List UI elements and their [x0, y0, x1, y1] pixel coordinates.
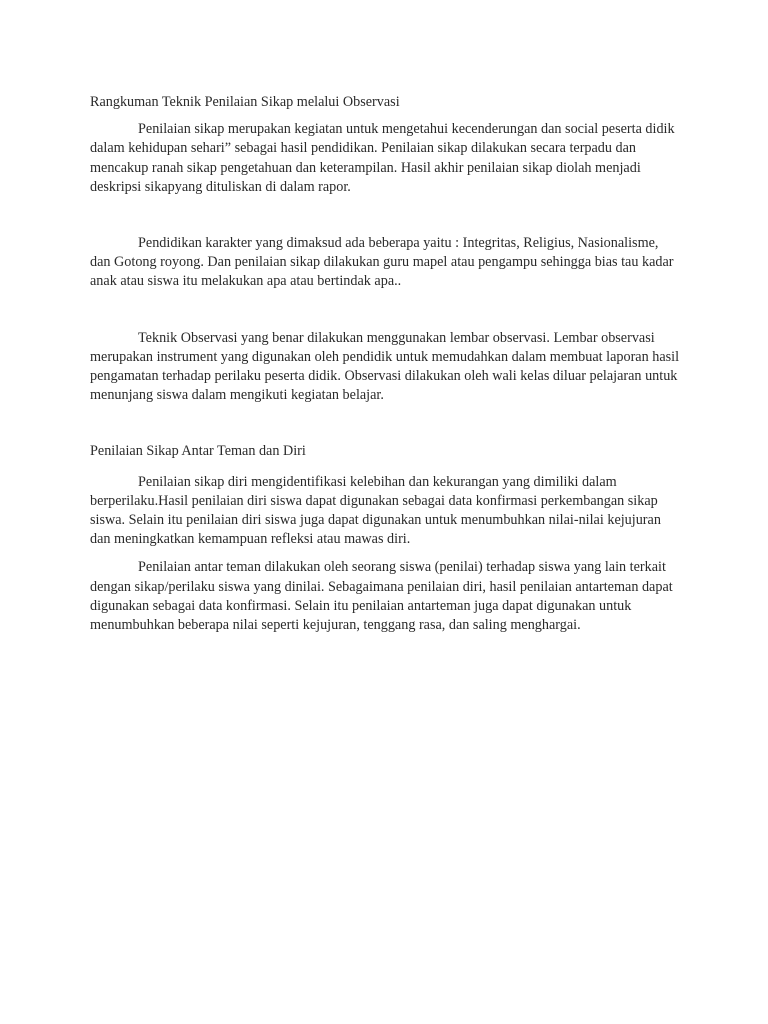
paragraph-teknik-observasi: Teknik Observasi yang benar dilakukan menggunakan lembar observasi. Lembar observasi merupakan instrument yang digunakan oleh pendidik untuk memudahkan dalam membuat laporan hasil pengamatan terhadap perilaku peserta didik. Observasi dilakukan oleh wali kelas diluar pelajaran untuk menunjang siswa dalam mengikuti kegiatan belajar.: [90, 329, 680, 404]
section-heading-antar-teman: Penilaian Sikap Antar Teman dan Diri: [90, 443, 306, 460]
paragraph-pendidikan-karakter: Pendidikan karakter yang dimaksud ada beberapa yaitu : Integritas, Religius, Nasionalisme, dan Gotong royong. Dan penilaian sikap dilakukan guru mapel atau pengampu sehingga bias tau kadar anak atau siswa itu melakukan apa atau bertindak apa..: [90, 235, 674, 290]
document-body: [90, 90, 680, 635]
section-heading-observasi: Rangkuman Teknik Penilaian Sikap melalui Observasi: [90, 94, 400, 110]
paragraph-penilaian-sikap: Penilaian sikap merupakan kegiatan untuk mengetahui kecenderungan dan social peserta didik dalam kehidupan sehari” sebagai hasil pendidikan. Penilaian sikap dilakukan secara terpadu dan mencakup ranah sikap pengetahuan dan keterampilan. Hasil akhir penilaian sikap diolah menjadi deskripsi sikapyang dituliskan di dalam rapor.: [90, 121, 675, 195]
paragraph-penilaian-diri: Penilaian sikap diri mengidentifikasi kelebihan dan kekurangan yang dimiliki dalam berperilaku.Hasil penilaian diri siswa dapat digunakan sebagai data konfirmasi perkembangan sikap siswa. Selain itu penilaian diri siswa juga dapat digunakan untuk menumbuhkan nilai-nilai kejujuran dan meningkatkan kemampuan refleksi atau mawas diri.: [90, 473, 661, 548]
paragraph-penilaian-antar-teman: Penilaian antar teman dilakukan oleh seorang siswa (penilai) terhadap siswa yang lain terkait dengan sikap/perilaku siswa yang dinilai. Sebagaimana penilaian diri, hasil penilaian antarteman dapat digunakan sebagai data konfirmasi. Selain itu penilaian antarteman juga dapat digunakan untuk menumbuhkan beberapa nilai seperti kejujuran, tenggang rasa, dan saling menghargai.: [90, 559, 673, 634]
